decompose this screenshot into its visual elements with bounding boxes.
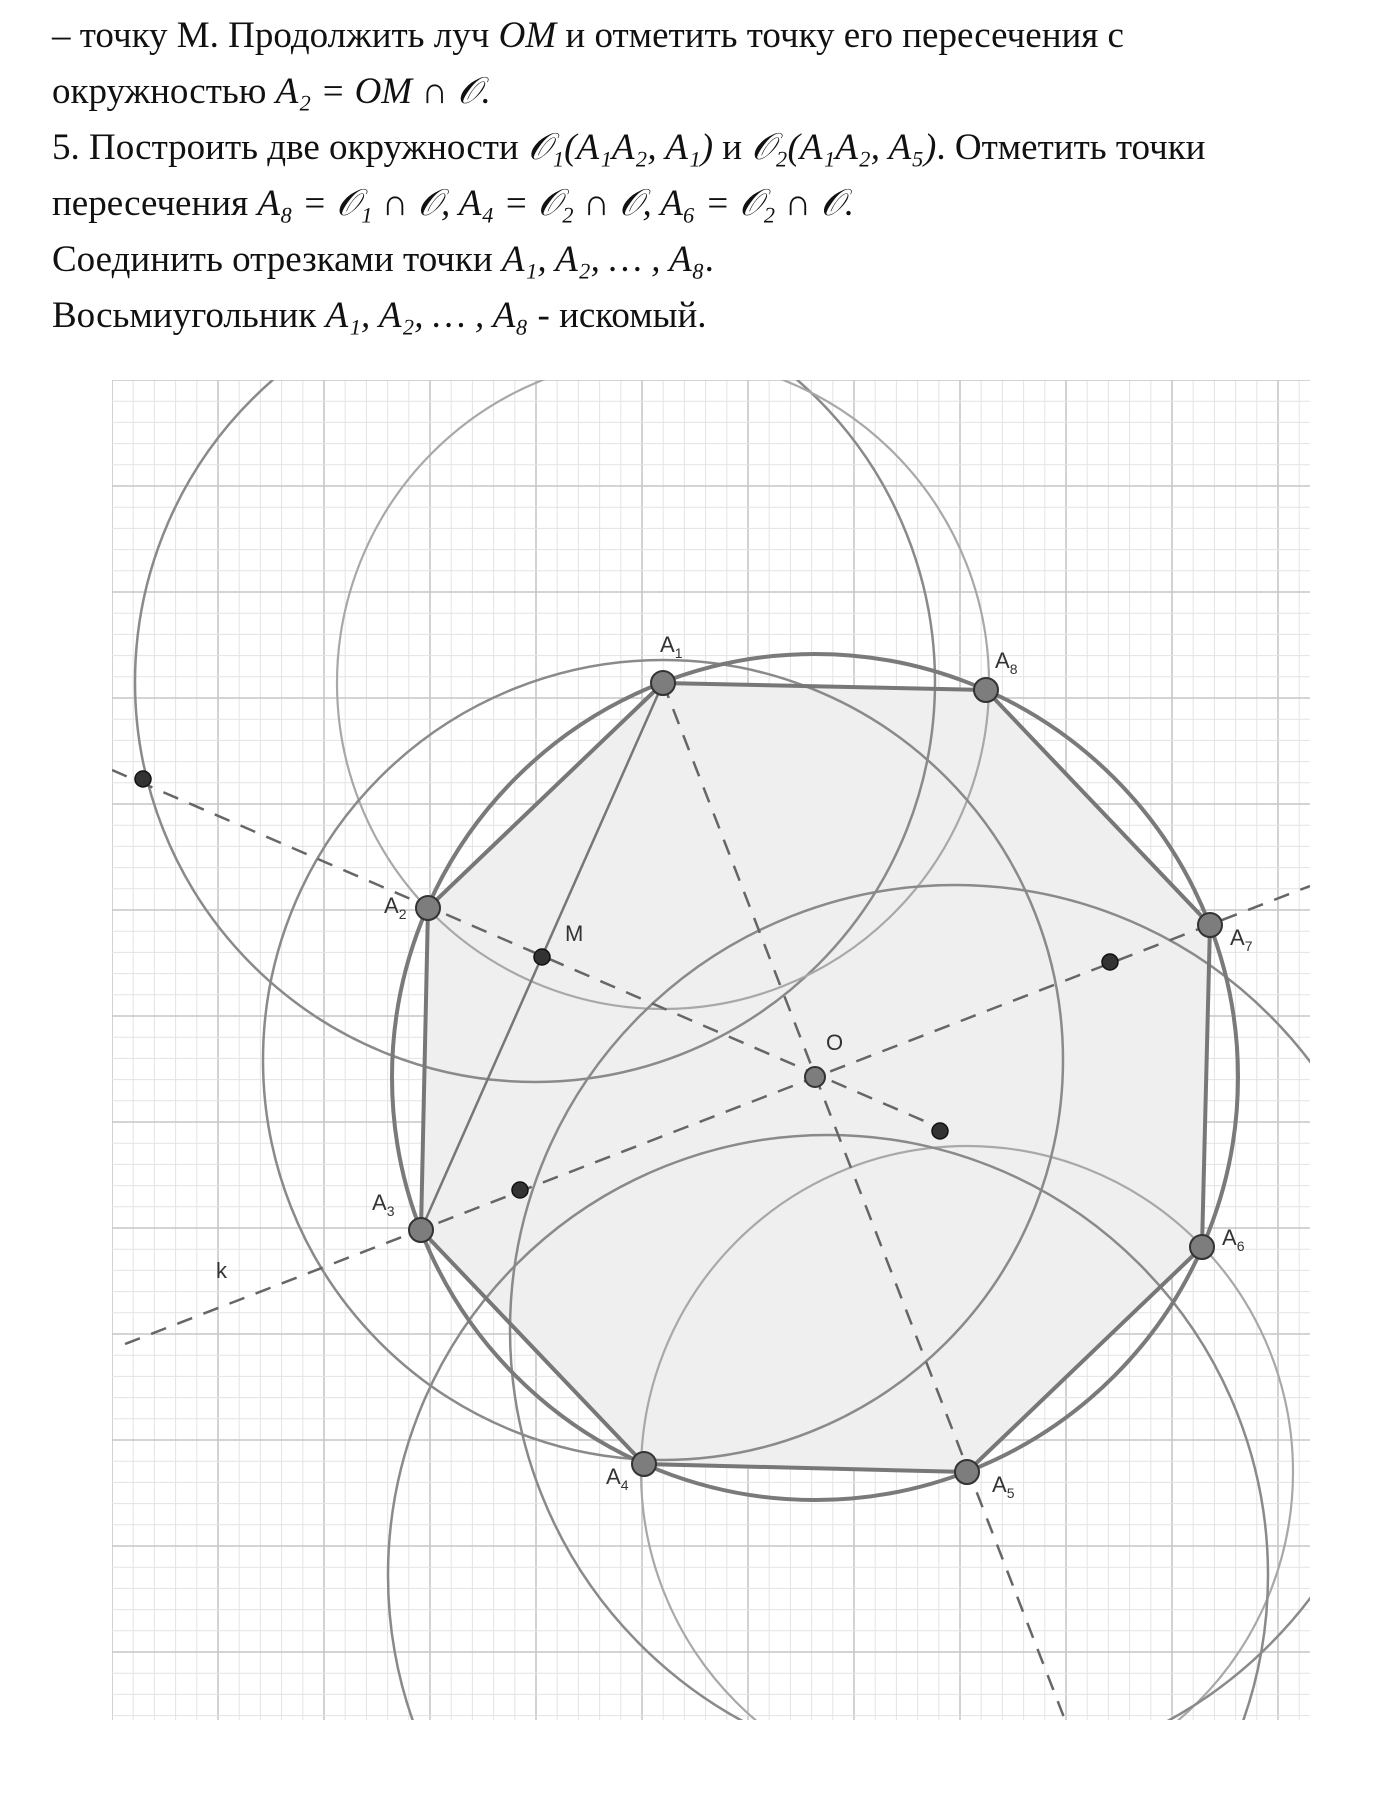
text-line-6 — [52, 288, 1372, 344]
text-line-2 — [52, 64, 1372, 120]
text-line-3 — [52, 120, 1372, 176]
label-o: O — [826, 1030, 844, 1055]
label-k: k — [216, 1258, 227, 1283]
point-a1 — [651, 671, 675, 695]
text-fragment: - искомый. — [528, 295, 707, 336]
label-a3: $A_3$ — [372, 1190, 395, 1219]
instruction-text — [52, 8, 1372, 344]
point-a2 — [416, 896, 440, 920]
text-fragment: – точку M. Продолжить луч — [52, 15, 499, 56]
math-expression: OM — [498, 15, 557, 56]
text-line-5 — [52, 232, 1372, 288]
text-fragment: . — [704, 239, 714, 280]
point-lower-intersection — [512, 1182, 528, 1198]
point-right-intersection — [1102, 954, 1118, 970]
label-a8: $A_8$ — [995, 648, 1018, 677]
point-a3 — [409, 1218, 433, 1242]
text-line-4 — [52, 176, 1372, 232]
label-a2: $A_2$ — [384, 893, 407, 922]
text-line-1 — [52, 8, 1372, 64]
point-center-right-intersection — [932, 1123, 948, 1139]
point-o — [805, 1067, 825, 1087]
text-fragment: окружностью — [52, 71, 276, 112]
math-expression: A₁, A₂, … , A₈ — [325, 295, 529, 336]
math-expression: A₂ = OM ∩ 𝒪 — [275, 71, 481, 112]
text-fragment: 5. Построить две окружности — [52, 127, 528, 168]
text-fragment: . Отметить точки — [936, 127, 1206, 168]
construction-lines — [112, 370, 1400, 1818]
point-m — [534, 949, 550, 965]
math-expression: 𝒪₂(A₁A₂, A₅) — [751, 127, 937, 168]
label-a6: $A_6$ — [1222, 1225, 1245, 1254]
text-fragment: Соединить отрезками точки — [52, 239, 502, 280]
math-expression: 𝒪₁(A₁A₂, A₁) — [527, 127, 714, 168]
label-a7: $A_7$ — [1230, 925, 1253, 954]
point-a4 — [632, 1452, 656, 1476]
construction-diagram — [0, 370, 1400, 1818]
text-fragment: пересечения — [52, 183, 258, 224]
point-a5 — [955, 1460, 979, 1484]
text-fragment: и — [713, 127, 752, 168]
label-a5: $A_5$ — [992, 1472, 1015, 1501]
point-left-intersection — [135, 771, 151, 787]
point-a8 — [974, 678, 998, 702]
point-a6 — [1190, 1235, 1214, 1259]
text-fragment: и отметить точку его пересечения с — [556, 15, 1124, 56]
math-expression: A₈ = 𝒪₁ ∩ 𝒪, A₄ = 𝒪₂ ∩ 𝒪, A₆ = 𝒪₂ ∩ 𝒪 — [257, 183, 844, 224]
text-fragment: . — [843, 183, 854, 224]
label-m: M — [565, 921, 584, 946]
point-a7 — [1198, 913, 1222, 937]
text-fragment: Восьмиугольник — [52, 295, 326, 336]
text-fragment: . — [480, 71, 490, 112]
label-a4: $A_4$ — [606, 1464, 629, 1493]
label-a1: $A_1$ — [660, 632, 683, 661]
math-expression: A₁, A₂, … , A₈ — [501, 239, 705, 280]
